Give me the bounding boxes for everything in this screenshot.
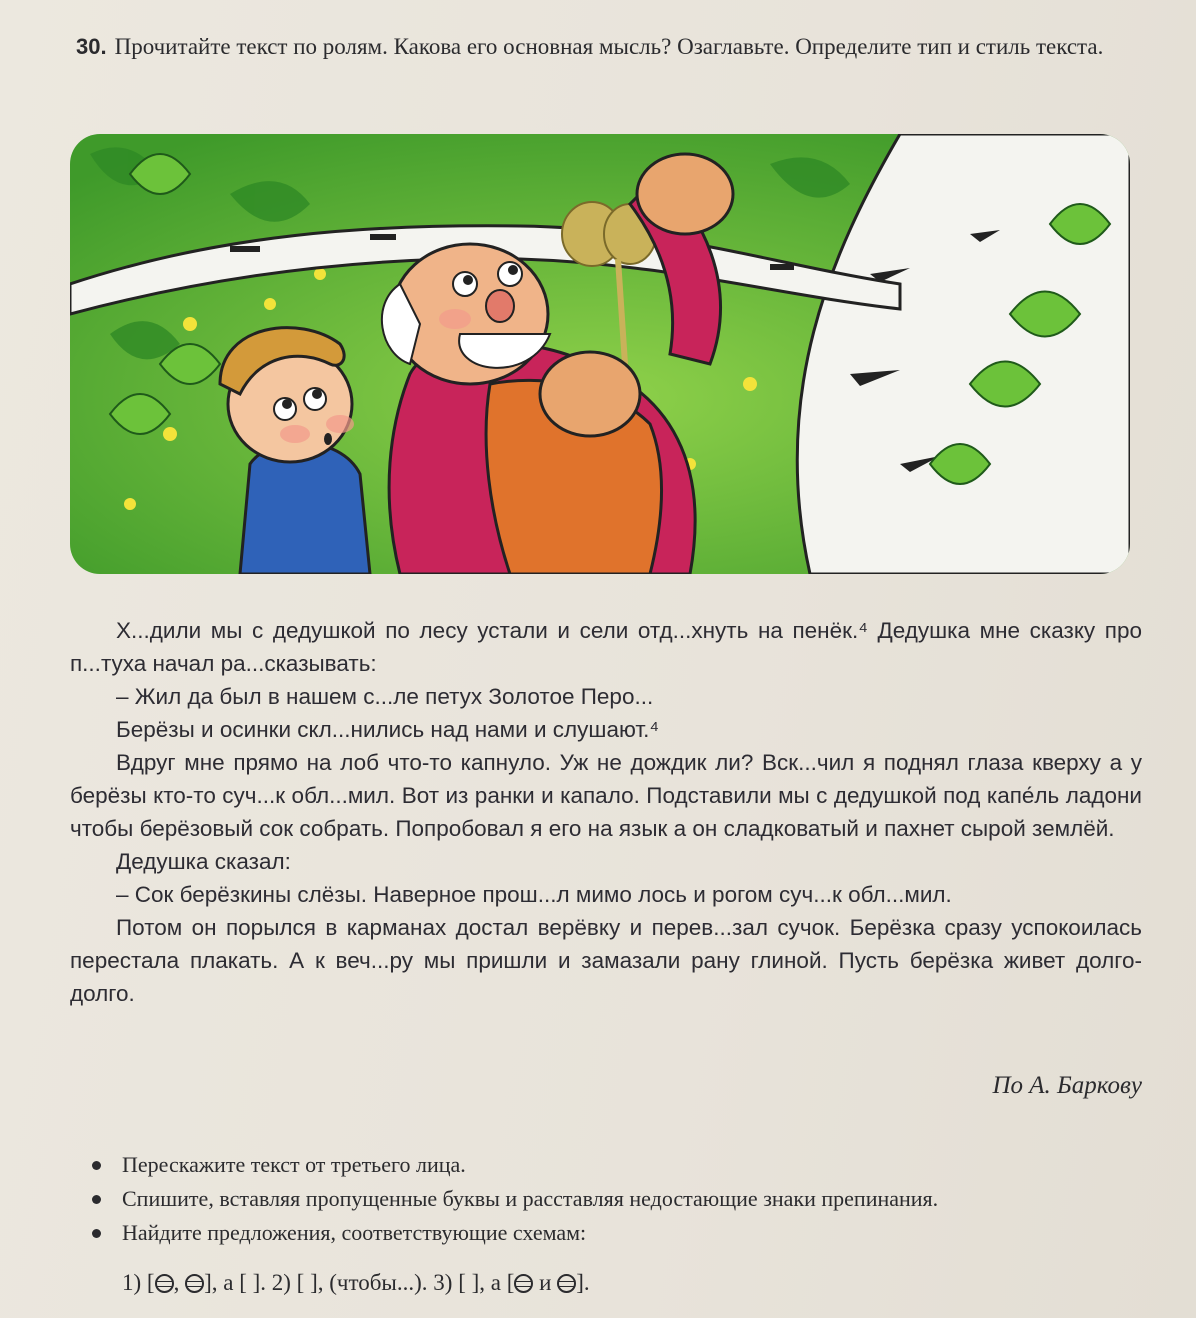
homogeneous-member-icon: [155, 1274, 174, 1293]
task-number: 30.: [76, 34, 107, 59]
homogeneous-member-icon: [557, 1274, 576, 1293]
task-list: [88, 1148, 1158, 1250]
homogeneous-member-icon: [185, 1274, 204, 1293]
scheme-3-start: 3) [ ], а [: [433, 1270, 515, 1295]
task-header: [76, 32, 1146, 62]
story-paragraph: Х...дили мы с дедушкой по лесу устали и сели отд...хнуть на пенёк.⁴ Дедушка мне сказку про п...туха начал ра...сказывать:: [70, 618, 1142, 676]
task-instruction: Прочитайте текст по ролям. Какова его основная мысль? Озаглавьте. Определите тип и стиль текста.: [114, 34, 1104, 59]
task-item: Перескажите текст от третьего лица.: [88, 1148, 1158, 1182]
story-author: По А. Баркову: [992, 1072, 1142, 1099]
story-paragraph: – Сок берёзкины слёзы. Наверное прош...л мимо лось и рогом суч...к обл...мил.: [116, 882, 952, 907]
scheme-2: 2) [ ], (чтобы...).: [271, 1270, 428, 1295]
task-item: Спишите, вставляя пропущенные буквы и расставляя недостающие знаки препинания.: [88, 1182, 1158, 1216]
story-paragraph: – Жил да был в нашем с...ле петух Золотое Перо...: [116, 684, 654, 709]
scheme-1-end: ], а [ ].: [204, 1270, 267, 1295]
story-illustration: [70, 134, 1130, 574]
story-paragraph: Дедушка сказал:: [116, 849, 291, 874]
task-item: Найдите предложения, соответствующие схемам:: [88, 1216, 1158, 1250]
scheme-3-end: ].: [576, 1270, 590, 1295]
scheme-1-start: 1) [: [122, 1270, 155, 1295]
scheme-1-comma: ,: [173, 1270, 180, 1295]
story-text: [70, 614, 1142, 1010]
story-paragraph: Берёзы и осинки скл...нились над нами и слушают.⁴: [116, 717, 660, 742]
illustration-grandfather-boy-birch: [70, 134, 1130, 574]
story-paragraph: Вдруг мне прямо на лоб что-то капнуло. Уж не дождик ли? Вск...чил я поднял глаза кверху а у берёзы кто-то суч...к обл...мил. Вот из ранки и капало. Подставили мы с дедушкой под капе́ль ладони чтобы берёзовый сок собрать. Попробовал я его на язык а он сладковатый и пахнет сырой землёй.: [70, 750, 1142, 841]
scheme-3-and: и: [533, 1270, 558, 1295]
story-paragraph: Потом он порылся в карманах достал верёвку и перев...зал сучок. Берёзка сразу успокоилась перестала плакать. А к веч...ру мы пришли и замазали рану глиной. Пусть берёзка живет долго-долго.: [70, 915, 1142, 1006]
sentence-schemes: [122, 1268, 590, 1298]
homogeneous-member-icon: [514, 1274, 533, 1293]
